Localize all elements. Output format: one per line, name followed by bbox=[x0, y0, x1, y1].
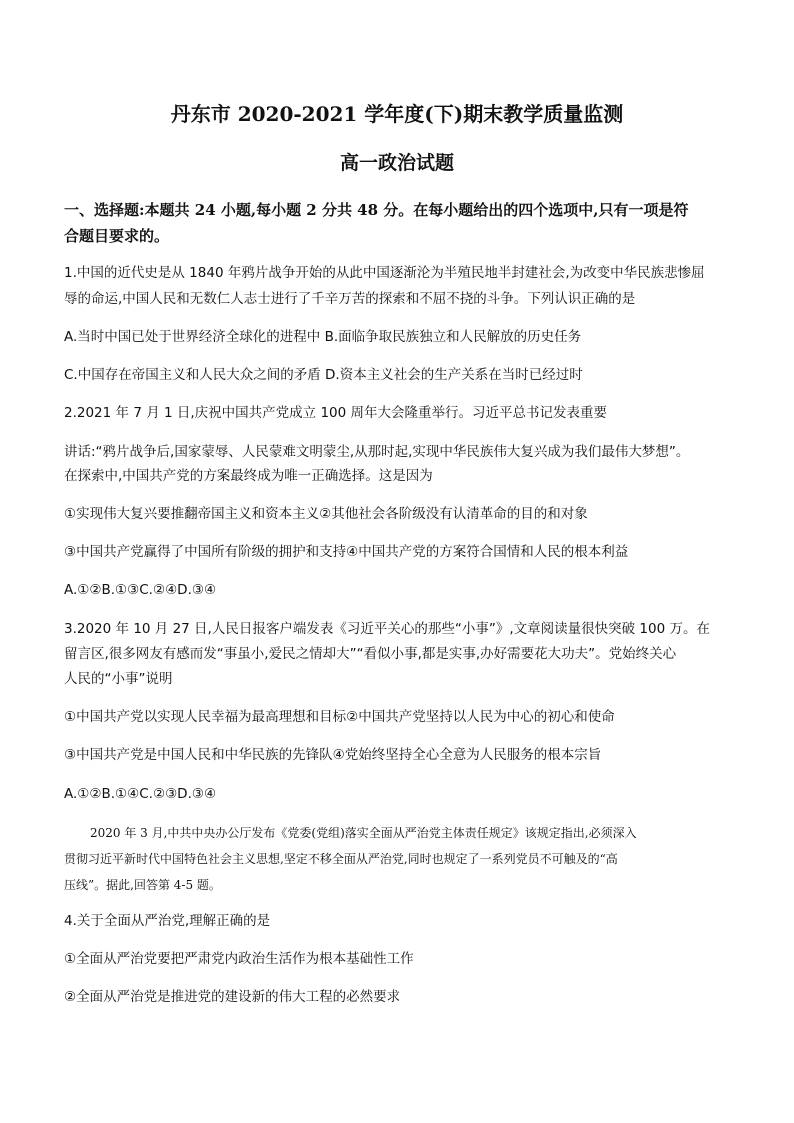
q2-stem-line3: 在探索中,中国共产党的方案最终成为唯一正确选择。这是因为 bbox=[64, 468, 433, 484]
material-line2: 贯彻习近平新时代中国特色社会主义思想,坚定不移全面从严治党,同时也规定了一系列党员不可触及的“高 bbox=[64, 852, 618, 866]
exam-title: 丹东市 2020-2021 学年度(下)期末教学质量监测 bbox=[170, 102, 624, 126]
q2-options: A.①②B.①③C.②④D.③④ bbox=[64, 582, 217, 598]
material-line1: 2020 年 3 月,中共中央办公厅发布《党委(党组)落实全面从严治党主体责任规定》该规定指出,必须深入 bbox=[90, 826, 637, 840]
q3-options: A.①②B.①④C.②③D.③④ bbox=[64, 786, 217, 802]
q1-stem-line1: 1.中国的近代史是从 1840 年鸦片战争开始的从此中国逐渐沦为半殖民地半封建社会,为改变中华民族悲惨屈 bbox=[64, 265, 705, 281]
q2-items-12: ①实现伟大复兴要推翻帝国主义和资本主义②其他社会各阶级没有认清革命的目的和对象 bbox=[64, 506, 588, 522]
q1-options-ab: A.当时中国已处于世界经济全球化的进程中 B.面临争取民族独立和人民解放的历史任务 bbox=[64, 329, 582, 345]
q1-options-cd: C.中国存在帝国主义和人民大众之间的矛盾 D.资本主义社会的生产关系在当时已经过时 bbox=[64, 367, 583, 383]
exam-subtitle: 高一政治试题 bbox=[339, 152, 454, 174]
q4-item2: ②全面从严治党是推进党的建设新的伟大工程的必然要求 bbox=[64, 989, 401, 1005]
q3-stem-line1: 3.2020 年 10 月 27 日,人民日报客户端发表《习近平关心的那些“小事”》,文章阅读量很快突破 100 万。在 bbox=[64, 621, 710, 637]
q3-items-12: ①中国共产党以实现人民幸福为最高理想和目标②中国共产党坚持以人民为中心的初心和使命 bbox=[64, 709, 615, 725]
q4-item1: ①全面从严治党要把严肃党内政治生活作为根本基础性工作 bbox=[64, 951, 414, 967]
q2-stem-line1: 2.2021 年 7 月 1 日,庆祝中国共产党成立 100 周年大会隆重举行。习近平总书记发表重要 bbox=[64, 405, 608, 421]
q3-items-34: ③中国共产党是中国人民和中华民族的先锋队④党始终坚持全心全意为人民服务的根本宗旨 bbox=[64, 747, 602, 763]
section-heading-line2: 合题目要求的。 bbox=[64, 227, 170, 245]
q3-stem-line3: 人民的“小事”说明 bbox=[64, 671, 173, 687]
q3-stem-line2: 留言区,很多网友有感而发“事虽小,爱民之情却大”“看似小事,都是实事,办好需要花大功夫”。党始终关心 bbox=[64, 646, 677, 662]
section-heading-line1: 一、选择题:本题共 24 小题,每小题 2 分共 48 分。在每小题给出的四个选项中,只有一项是符 bbox=[64, 201, 689, 219]
q2-items-34: ③中国共产党赢得了中国所有阶级的拥护和支持④中国共产党的方案符合国情和人民的根本利益 bbox=[64, 544, 629, 560]
q4-stem: 4.关于全面从严治党,理解正确的是 bbox=[64, 913, 271, 929]
q2-stem-line2: 讲话:“鸦片战争后,国家蒙辱、人民蒙难文明蒙尘,从那时起,实现中华民族伟大复兴成为我们最伟大梦想”。 bbox=[64, 444, 690, 460]
q1-stem-line2: 辱的命运,中国人民和无数仁人志士进行了千辛万苦的探索和不屈不挠的斗争。下列认识正确的是 bbox=[64, 291, 636, 307]
material-line3: 压线”。据此,回答第 4-5 题。 bbox=[64, 878, 221, 892]
